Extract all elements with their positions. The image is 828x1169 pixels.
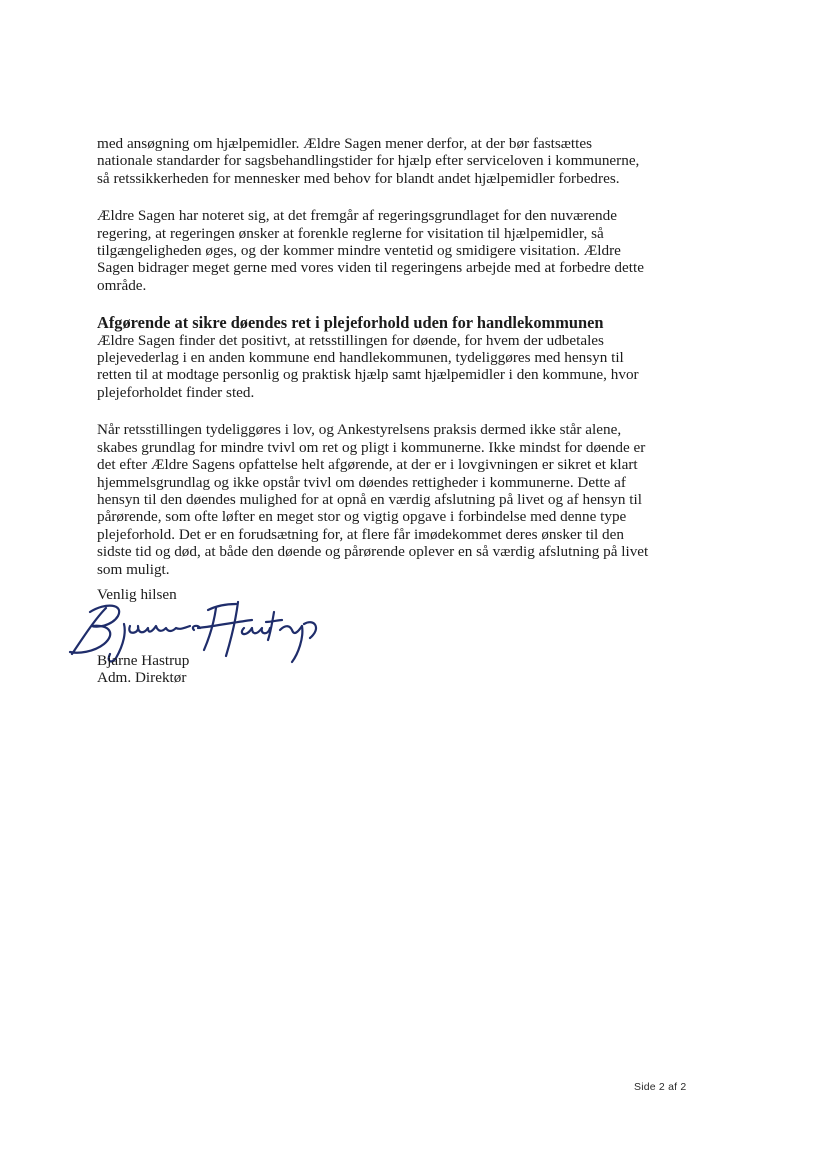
text-line: hjemmelsgrundlag og ikke opstår tvivl om døendes rettigheder i kommunerne. Dette af bbox=[97, 473, 626, 491]
signer-block bbox=[97, 652, 189, 687]
section-heading: Afgørende at sikre døendes ret i plejeforhold uden for handlekommunen bbox=[97, 313, 604, 333]
text-line: Ældre Sagen har noteret sig, at det fremgår af regeringsgrundlaget for den nuværende bbox=[97, 207, 617, 225]
paragraph-sagsbehandlingstider bbox=[97, 135, 697, 187]
letter-body bbox=[97, 135, 697, 598]
paragraph-retsstilling bbox=[97, 421, 697, 578]
text-line: område. bbox=[97, 276, 147, 294]
text-line: det efter Ældre Sagens opfattelse helt afgørende, at der er i lovgivningen er sikret et klart bbox=[97, 456, 638, 474]
signer-title: Adm. Direktør bbox=[97, 669, 187, 687]
signer-name: Bjarne Hastrup bbox=[97, 652, 190, 669]
text-line: Ældre Sagen finder det positivt, at retsstillingen for døende, for hvem der udbetales bbox=[97, 331, 604, 349]
text-line: regering, at regeringen ønsker at forenkle reglerne for visitation til hjælpemidler, så bbox=[97, 224, 604, 242]
text-line: retten til at modtage personlig og praktisk hjælp samt hjælpemidler i den kommune, hvor bbox=[97, 366, 639, 384]
text-line: så retssikkerheden for mennesker med behov for blandt andet hjælpemidler forbedres. bbox=[97, 169, 620, 187]
text-line: plejevederlag i en anden kommune end handlekommunen, tydeliggøres med hensyn til bbox=[97, 349, 624, 367]
text-line: plejeforholdet finder sted. bbox=[97, 383, 255, 401]
text-line: sidste tid og død, at både den døende og pårørende oplever en så værdig afslutning på livet bbox=[97, 543, 649, 561]
text-line: med ansøgning om hjælpemidler. Ældre Sagen mener derfor, at der bør fastsættes bbox=[97, 135, 592, 152]
page-number: Side 2 af 2 bbox=[634, 1081, 687, 1093]
text-line: hensyn til den døendes mulighed for at opnå en værdig afslutning på livet og af hensyn til bbox=[97, 490, 642, 508]
text-line: skabes grundlag for mindre tvivl om ret og pligt i kommunerne. Ikke mindst for døende er bbox=[97, 438, 646, 456]
text-line: Når retsstillingen tydeliggøres i lov, og Ankestyrelsens praksis dermed ikke står alene, bbox=[97, 421, 622, 439]
text-line: nationale standarder for sagsbehandlingstider for hjælp efter serviceloven i kommunerne, bbox=[97, 152, 640, 170]
paragraph-doendes-ret bbox=[97, 332, 697, 402]
paragraph-regeringsgrundlag bbox=[97, 207, 697, 294]
text-line: som muligt. bbox=[97, 560, 170, 578]
closing-greeting: Venlig hilsen bbox=[97, 586, 177, 603]
text-line: pårørende, som ofte løfter en meget stor og vigtig opgave i forbindelse med denne type bbox=[97, 508, 627, 526]
text-line: tilgængeligheden øges, og der kommer mindre ventetid og smidigere visitation. Ældre bbox=[97, 242, 621, 260]
text-line: plejeforhold. Det er en forudsætning for, at flere får imødekommet deres ønsker til den bbox=[97, 525, 624, 543]
text-line: Sagen bidrager meget gerne med vores viden til regeringens arbejde med at forbedre dette bbox=[97, 259, 644, 277]
